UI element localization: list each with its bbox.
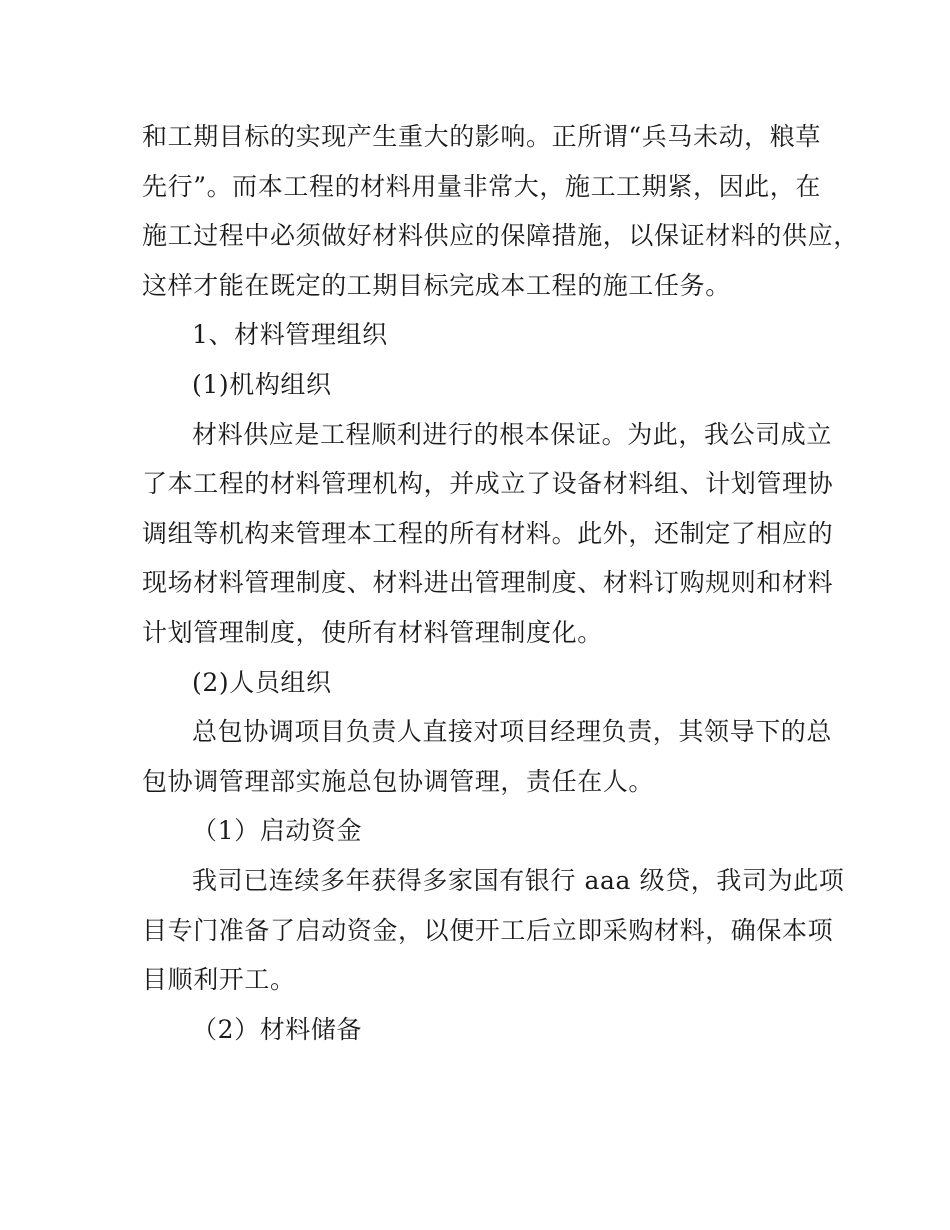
paragraph-line: 这样才能在既定的工期目标完成本工程的施工任务。 <box>142 270 731 300</box>
paragraph-line: 材料供应是工程顺利进行的根本保证。为此，我公司成立 <box>192 419 833 449</box>
subsection-heading: (2)人员组织 <box>192 667 332 697</box>
paragraph-line: 现场材料管理制度、材料进出管理制度、材料订购规则和材料 <box>142 568 834 598</box>
document-body <box>142 112 859 1054</box>
paragraph-line: 了本工程的材料管理机构，并成立了设备材料组、计划管理协 <box>142 469 834 499</box>
paragraph-line: 包协调管理部实施总包协调管理，责任在人。 <box>142 766 655 796</box>
section-heading: 1、材料管理组织 <box>192 320 388 350</box>
paragraph-line: 和工期目标的实现产生重大的影响。正所谓“兵马未动，粮草 <box>142 122 821 151</box>
subsection-heading: (1)机构组织 <box>192 369 332 399</box>
subsection-heading: （1）启动资金 <box>192 816 363 846</box>
paragraph-line: 目专门准备了启动资金，以便开工后立即采购材料，确保本项 <box>142 915 834 945</box>
paragraph-line: 先行”。而本工程的材料用量非常大，施工工期紧，因此，在 <box>142 171 821 201</box>
paragraph-line: 施工过程中必须做好材料供应的保障措施，以保证材料的供应， <box>142 221 859 251</box>
paragraph-line: 调组等机构来管理本工程的所有材料。此外，还制定了相应的 <box>142 518 834 548</box>
subsection-heading: （2）材料储备 <box>192 1014 363 1044</box>
paragraph-line: 总包协调项目负责人直接对项目经理负责，其领导下的总 <box>192 717 833 747</box>
paragraph-line: 计划管理制度，使所有材料管理制度化。 <box>142 617 603 647</box>
paragraph-line: 我司已连续多年获得多家国有银行 aaa 级贷，我司为此项 <box>192 865 845 895</box>
paragraph-line: 目顺利开工。 <box>142 965 296 995</box>
